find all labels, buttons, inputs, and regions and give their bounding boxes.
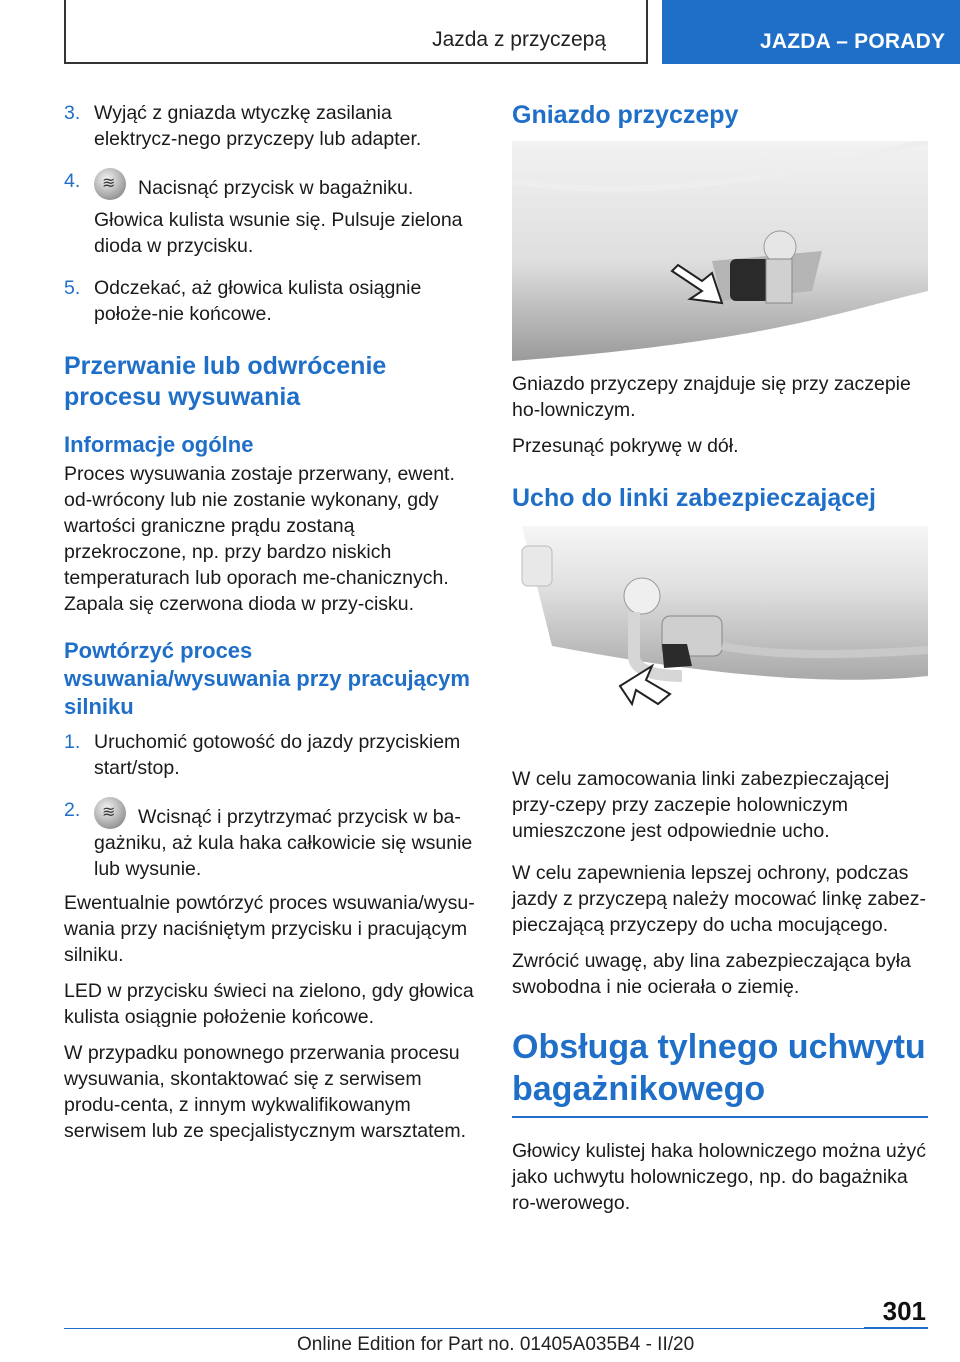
paragraph-eye-free: Zwrócić uwagę, aby lina zabezpieczająca była swobodna i nie ocierała o ziemię. [512, 950, 911, 998]
paragraph-led: LED w przycisku świeci na zielono, gdy głowica kulista osiągnie położenie końcowe. [64, 980, 474, 1028]
heading-safety-eye: Ucho do linki zabezpieczającej [512, 484, 877, 512]
step-2 [64, 797, 478, 882]
step-number: 1. [64, 731, 81, 753]
trailer-socket-illustration [512, 141, 928, 361]
step-text: Nacisnąć przycisk w bagażniku. [138, 177, 414, 199]
step-number: 2. [64, 799, 81, 821]
trunk-button-icon [94, 168, 126, 200]
heading-rack: Obsługa tylnego uchwytu bagażnikowego [512, 1026, 928, 1118]
trunk-button-icon [94, 797, 126, 829]
paragraph-possibly: Ewentualnie powtórzyć proces wsuwania/wysu-wania przy naciśniętym przycisku i pracującym silniku. [64, 892, 475, 966]
paragraph-eye-protect: W celu zapewnienia lepszej ochrony, podczas jazdy z przyczepą należy mocować linkę zabez-pieczającą przyczepy do ucha mocującego. [512, 862, 927, 936]
trailer-socket-figure [512, 141, 928, 361]
paragraph-again: W przypadku ponownego przerwania procesu wysuwania, skontaktować się z serwisem produ-centa, z innym wykwalifikowanym serwisem lub ze specjalistycznym warsztatem. [64, 1042, 467, 1142]
step-1 [64, 729, 478, 781]
chapter-tab [662, 0, 960, 64]
safety-eye-illustration [512, 526, 928, 736]
step-text: Uruchomić gotowość do jazdy przyciskiem start/stop. [94, 731, 461, 779]
step-text: Wyjąć z gniazda wtyczkę zasilania elektrycz-nego przyczepy lub adapter. [94, 102, 422, 150]
page-number: 301 [882, 1296, 926, 1326]
running-header-section: Jazda z przyczepą [432, 28, 606, 51]
left-column [64, 100, 478, 1154]
step-text: Odczekać, aż głowica kulista osiągnie położe-nie końcowe. [94, 277, 422, 325]
paragraph-socket-location: Gniazdo przyczepy znajduje się przy zaczepie ho-lowniczym. [512, 373, 911, 421]
footer-divider-accent [864, 1327, 928, 1329]
footer-divider [64, 1328, 864, 1329]
step-continuation: Głowica kulista wsunie się. Pulsuje zielona dioda w przycisku. [94, 209, 463, 257]
step-text: Wcisnąć i przytrzymać przycisk w ba-gażniku, aż kula haka całkowicie się wsunie lub wysunie. [94, 806, 473, 880]
chapter-title: JAZDA – PORADY [760, 30, 946, 53]
paragraph-general: Proces wysuwania zostaje przerwany, ewent. od-wrócony lub nie zostanie wykonany, gdy wartości graniczne prądu zostaną przekroczone, np. przy bardzo niskich temperaturach lub oporach me-chanicznych. Zapala się czerwona dioda w przy-cisku. [64, 463, 455, 615]
safety-eye-figure [512, 526, 928, 736]
step-5 [64, 275, 478, 327]
heading-interrupt: Przerwanie lub odwrócenie procesu wysuwania [64, 352, 387, 411]
right-column [512, 100, 928, 1226]
paragraph-eye-attach: W celu zamocowania linki zabezpieczającej przy-czepy przy zaczepie holowniczym umieszczone jest odpowiednie ucho. [512, 768, 890, 842]
step-3 [64, 100, 478, 152]
heading-socket: Gniazdo przyczepy [512, 101, 739, 129]
step-number: 3. [64, 102, 81, 124]
heading-repeat: Powtórzyć proces wsuwania/wysuwania przy pracującym silniku [64, 638, 470, 719]
step-number: 4. [64, 170, 81, 192]
paragraph-socket-cover: Przesunąć pokrywę w dół. [512, 435, 739, 457]
step-number: 5. [64, 277, 81, 299]
paragraph-rack: Głowicy kulistej haka holowniczego można użyć jako uchwytu holowniczego, np. do bagażnika ro-werowego. [512, 1140, 927, 1214]
step-4 [64, 168, 478, 259]
heading-general: Informacje ogólne [64, 432, 254, 457]
edition-note: Online Edition for Part no. 01405A035B4 - II/20 [297, 1334, 695, 1355]
header-box [64, 0, 648, 64]
